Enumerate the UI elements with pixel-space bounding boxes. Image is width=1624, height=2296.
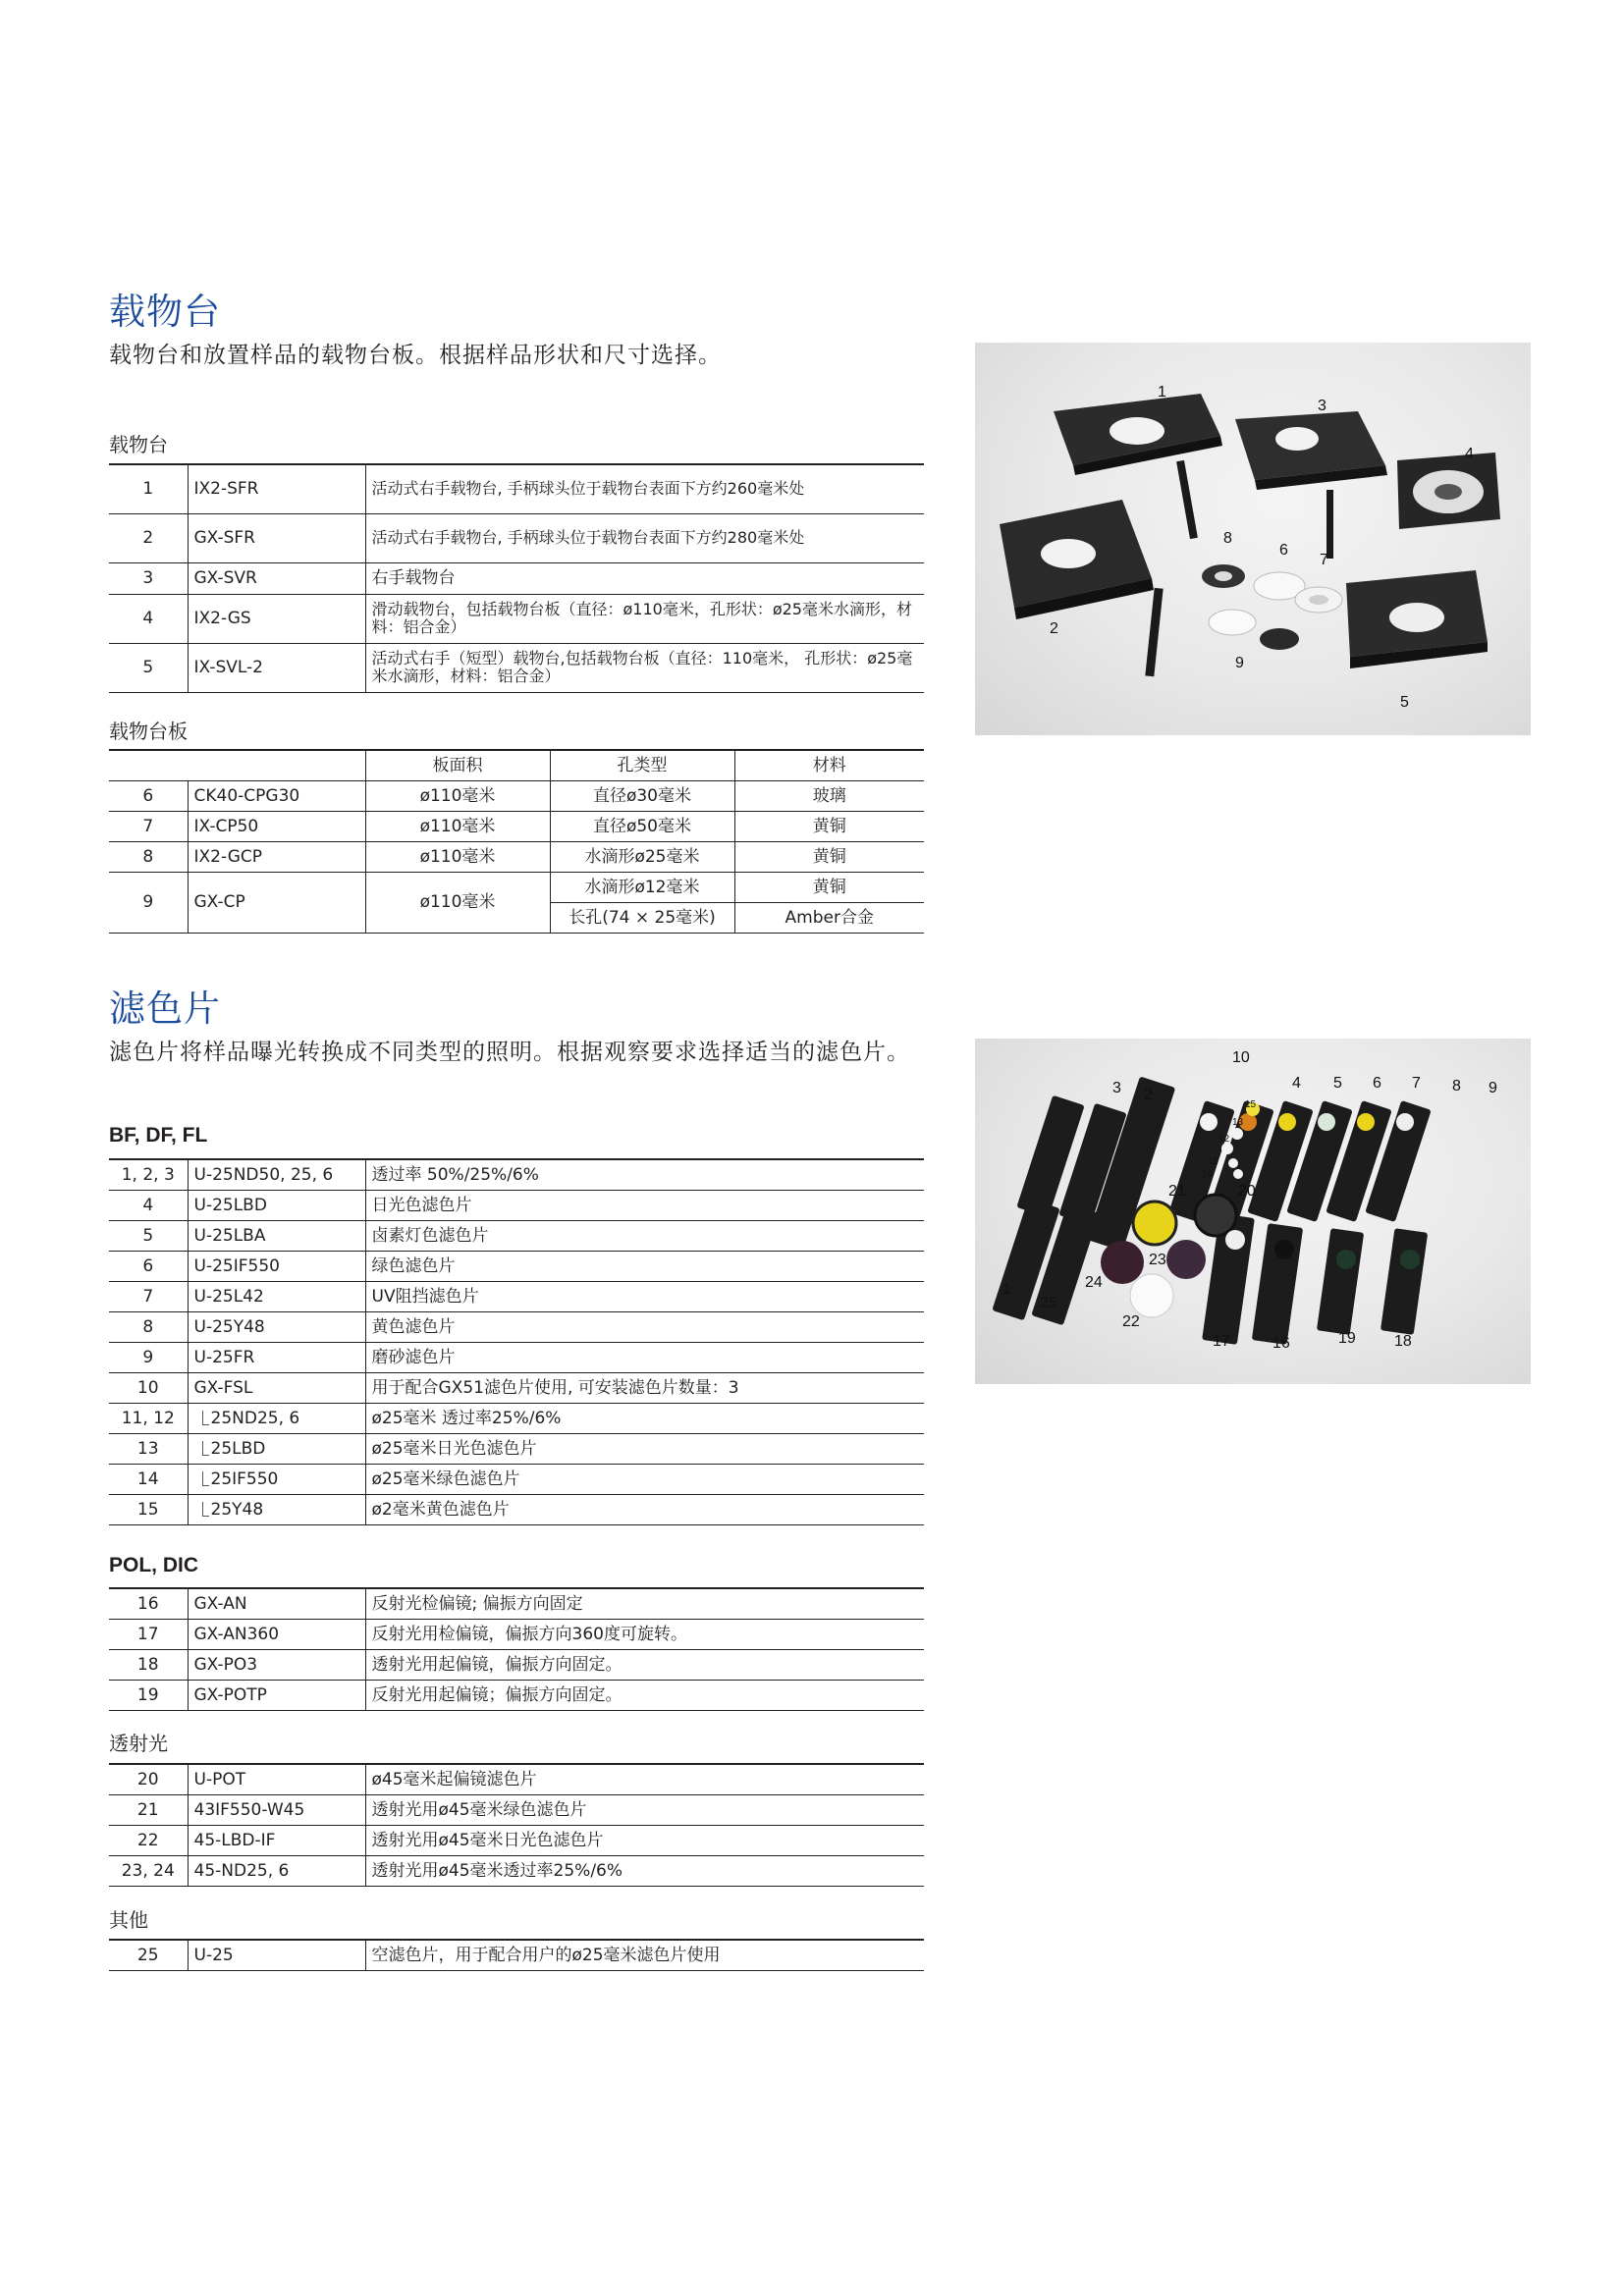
- item-model: [188, 1588, 365, 1620]
- item-model-text: U-25FR: [193, 1347, 255, 1367]
- item-area: ø110毫米: [365, 873, 550, 934]
- item-model: [188, 1764, 365, 1795]
- filter-callout-6: 6: [1373, 1075, 1381, 1092]
- item-description: ø25毫米绿色滤色片: [365, 1465, 924, 1495]
- stage-callout-5: 5: [1400, 694, 1409, 711]
- table-row: [109, 1856, 924, 1887]
- item-number: 1, 2, 3: [109, 1159, 188, 1191]
- filter-callout-12: 12: [1218, 1134, 1230, 1145]
- item-number: 5: [109, 643, 188, 692]
- item-model: [188, 1940, 365, 1971]
- table-row: [109, 513, 924, 562]
- tree-connector-icon: [202, 1411, 209, 1425]
- table-row: [109, 1681, 924, 1711]
- item-model-text: 25IF550: [210, 1468, 279, 1489]
- stage-photo-illustration: [975, 343, 1531, 735]
- item-model: [188, 1795, 365, 1826]
- filter-product-photo: [975, 1039, 1531, 1384]
- item-number: 16: [109, 1588, 188, 1620]
- table-row: [109, 1159, 924, 1191]
- item-description: 透射光用起偏镜，偏振方向固定。: [365, 1650, 924, 1681]
- item-model: [188, 562, 365, 594]
- table-row: [109, 842, 924, 873]
- table-row: [109, 1650, 924, 1681]
- item-model: [188, 643, 365, 692]
- table-row: [109, 1221, 924, 1252]
- filter-callout-1: 1: [1002, 1281, 1011, 1298]
- table-row: [109, 1588, 924, 1620]
- item-model: [188, 1221, 365, 1252]
- item-description: 用于配合GX51滤色片使用, 可安装滤色片数量：3: [365, 1373, 924, 1404]
- item-model-text: 25LBD: [210, 1438, 266, 1459]
- item-description: 反射光用检偏镜，偏振方向360度可旋转。: [365, 1620, 924, 1650]
- item-model-text: 25ND25, 6: [210, 1408, 300, 1428]
- table-row: [109, 1282, 924, 1312]
- stage-callout-9: 9: [1235, 655, 1244, 671]
- table-row: [109, 873, 924, 903]
- filter-callout-8: 8: [1452, 1078, 1461, 1095]
- item-model-text: IX2-GS: [193, 608, 251, 628]
- item-number: 6: [109, 1252, 188, 1282]
- item-material: 玻璃: [734, 781, 924, 812]
- item-description: 反射光检偏镜; 偏振方向固定: [365, 1588, 924, 1620]
- item-model-text: U-25L42: [193, 1286, 264, 1307]
- item-number: 18: [109, 1650, 188, 1681]
- table-row: [109, 1404, 924, 1434]
- filter-callout-20: 20: [1238, 1183, 1256, 1200]
- item-number: 4: [109, 1191, 188, 1221]
- item-number: 1: [109, 464, 188, 513]
- item-model-text: GX-SVR: [193, 567, 257, 588]
- item-number: 25: [109, 1940, 188, 1971]
- item-model-text: GX-PO3: [193, 1654, 258, 1675]
- stage-callout-8: 8: [1223, 530, 1232, 547]
- item-number: 3: [109, 562, 188, 594]
- item-description: 透射光用ø45毫米绿色滤色片: [365, 1795, 924, 1826]
- item-number: 10: [109, 1373, 188, 1404]
- item-model: CK40-CPG30: [188, 781, 365, 812]
- header-area: 板面积: [365, 750, 550, 781]
- table-row: [109, 812, 924, 842]
- table-row: [109, 1252, 924, 1282]
- trans-group-label: 透射光: [109, 1732, 168, 1755]
- item-description: 透过率 50%/25%/6%: [365, 1159, 924, 1191]
- item-model-text: U-25ND50, 25, 6: [193, 1164, 334, 1185]
- item-number: 17: [109, 1620, 188, 1650]
- item-model-text: U-POT: [193, 1769, 246, 1789]
- item-model: [188, 1404, 365, 1434]
- item-area: ø110毫米: [365, 781, 550, 812]
- filter-callout-21: 21: [1168, 1183, 1186, 1200]
- item-model-text: U-25LBD: [193, 1195, 267, 1215]
- item-model: [188, 1465, 365, 1495]
- item-description: 空滤色片，用于配合用户的ø25毫米滤色片使用: [365, 1940, 924, 1971]
- tree-connector-icon: [202, 1502, 209, 1517]
- table-row: [109, 1343, 924, 1373]
- item-description: 黄色滤色片: [365, 1312, 924, 1343]
- item-description: 右手载物台: [365, 562, 924, 594]
- stage-product-photo: [975, 343, 1531, 735]
- header-material: 材料: [734, 750, 924, 781]
- item-model-text: U-25LBA: [193, 1225, 266, 1246]
- item-model: [188, 1252, 365, 1282]
- item-number: 15: [109, 1495, 188, 1525]
- item-number: 14: [109, 1465, 188, 1495]
- filter-callout-19: 19: [1338, 1330, 1356, 1347]
- table-row: [109, 594, 924, 643]
- item-model-text: U-25: [193, 1945, 234, 1965]
- filter-callout-16: 16: [1272, 1335, 1290, 1352]
- item-number: 20: [109, 1764, 188, 1795]
- filter-callout-10: 10: [1232, 1049, 1250, 1066]
- filter-callout-11: 11: [1208, 1156, 1218, 1167]
- item-description: 滑动载物台，包括载物台板（直径：ø110毫米，孔形状：ø25毫米水滴形，材料：铝合金）: [365, 594, 924, 643]
- filter-photo-illustration: [975, 1039, 1531, 1384]
- item-model: [188, 1191, 365, 1221]
- item-description: 日光色滤色片: [365, 1191, 924, 1221]
- item-hole: 水滴形ø25毫米: [550, 842, 734, 873]
- item-model-text: GX-SFR: [193, 527, 255, 548]
- item-material: 黄铜: [734, 812, 924, 842]
- item-model-text: GX-FSL: [193, 1377, 253, 1398]
- item-description: 活动式右手载物台, 手柄球头位于载物台表面下方约260毫米处: [365, 464, 924, 513]
- item-number: 9: [109, 1343, 188, 1373]
- item-number: 8: [109, 1312, 188, 1343]
- item-description: 绿色滤色片: [365, 1252, 924, 1282]
- item-description: 透射光用ø45毫米透过率25%/6%: [365, 1856, 924, 1887]
- plates-group-label: 载物台板: [109, 720, 188, 743]
- plates-header-row: [109, 750, 924, 781]
- filter-callout-5: 5: [1333, 1075, 1342, 1092]
- bf-filters-table: [109, 1158, 924, 1525]
- filter-callout-14: 14: [1202, 1169, 1214, 1180]
- item-model-text: GX-AN360: [193, 1624, 280, 1644]
- item-area: ø110毫米: [365, 842, 550, 873]
- item-description: 活动式右手载物台, 手柄球头位于载物台表面下方约280毫米处: [365, 513, 924, 562]
- item-model-text: U-25IF550: [193, 1255, 280, 1276]
- other-filters-table: [109, 1939, 924, 1971]
- other-group-label: 其他: [109, 1908, 148, 1932]
- filter-callout-22: 22: [1122, 1313, 1140, 1330]
- filter-callout-2: 2: [1144, 1087, 1153, 1103]
- table-row: [109, 1312, 924, 1343]
- item-description: ø2毫米黄色滤色片: [365, 1495, 924, 1525]
- table-row: [109, 562, 924, 594]
- item-model: [188, 1650, 365, 1681]
- tree-connector-icon: [202, 1441, 209, 1456]
- item-description: 反射光用起偏镜；偏振方向固定。: [365, 1681, 924, 1711]
- stage-callout-4: 4: [1465, 446, 1474, 462]
- item-number: 4: [109, 594, 188, 643]
- item-model: [188, 1373, 365, 1404]
- stages-group-label: 载物台: [109, 433, 168, 456]
- filter-callout-4: 4: [1292, 1075, 1301, 1092]
- table-row: [109, 1764, 924, 1795]
- table-row: [109, 1434, 924, 1465]
- stage-callout-3: 3: [1318, 398, 1326, 414]
- item-model: IX-CP50: [188, 812, 365, 842]
- filter-section-title: 滤色片: [109, 988, 221, 1030]
- trans-filters-table: [109, 1763, 924, 1887]
- item-number: 11, 12: [109, 1404, 188, 1434]
- item-model: [188, 1856, 365, 1887]
- item-model: [188, 594, 365, 643]
- stage-section-description: 载物台和放置样品的载物台板。根据样品形状和尺寸选择。: [109, 343, 722, 368]
- pol-group-label: POL, DIC: [109, 1554, 199, 1576]
- item-model-text: U-25Y48: [193, 1316, 265, 1337]
- item-model-text: 45-LBD-IF: [193, 1830, 276, 1850]
- item-number: 7: [109, 812, 188, 842]
- item-hole: 长孔(74 × 25毫米): [550, 903, 734, 934]
- filter-callout-24: 24: [1085, 1274, 1103, 1291]
- item-number: 13: [109, 1434, 188, 1465]
- filter-callout-18: 18: [1394, 1333, 1412, 1350]
- item-model: [188, 1343, 365, 1373]
- header-hole: 孔类型: [550, 750, 734, 781]
- item-model: [188, 513, 365, 562]
- item-model: [188, 1282, 365, 1312]
- item-number: 8: [109, 842, 188, 873]
- item-description: 磨砂滤色片: [365, 1343, 924, 1373]
- item-model: [188, 1495, 365, 1525]
- item-description: 活动式右手（短型）载物台,包括载物台板（直径：110毫米， 孔形状：ø25毫米水滴形，材料：铝合金）: [365, 643, 924, 692]
- stage-callout-7: 7: [1320, 552, 1328, 568]
- table-row: [109, 1620, 924, 1650]
- pol-filters-table: [109, 1587, 924, 1711]
- item-material: 黄铜: [734, 842, 924, 873]
- bf-group-label: BF, DF, FL: [109, 1124, 208, 1147]
- filter-callout-17: 17: [1213, 1333, 1230, 1350]
- item-description: 卤素灯色滤色片: [365, 1221, 924, 1252]
- item-model-text: IX-SVL-2: [193, 657, 263, 677]
- item-number: 5: [109, 1221, 188, 1252]
- table-row: [109, 1495, 924, 1525]
- stages-table: [109, 463, 924, 693]
- item-model: [188, 1434, 365, 1465]
- item-model-text: 45-ND25, 6: [193, 1860, 290, 1881]
- stage-callout-1: 1: [1158, 384, 1166, 400]
- item-description: 透射光用ø45毫米日光色滤色片: [365, 1826, 924, 1856]
- table-row: [109, 1795, 924, 1826]
- table-row: [109, 643, 924, 692]
- filter-callout-13: 13: [1232, 1117, 1244, 1128]
- stage-callout-6: 6: [1279, 542, 1288, 559]
- item-number: 7: [109, 1282, 188, 1312]
- filter-callout-7: 7: [1412, 1075, 1421, 1092]
- table-row: [109, 1465, 924, 1495]
- filter-callout-9: 9: [1489, 1080, 1497, 1096]
- item-material: 黄铜: [734, 873, 924, 903]
- item-hole: 水滴形ø12毫米: [550, 873, 734, 903]
- item-number: 6: [109, 781, 188, 812]
- filter-callout-23: 23: [1149, 1252, 1166, 1268]
- item-model: [188, 1826, 365, 1856]
- item-number: 19: [109, 1681, 188, 1711]
- item-material: Amber合金: [734, 903, 924, 934]
- item-model-text: GX-POTP: [193, 1684, 267, 1705]
- stage-section-title: 载物台: [109, 291, 221, 333]
- item-number: 21: [109, 1795, 188, 1826]
- item-model: [188, 1620, 365, 1650]
- item-description: ø25毫米 透过率25%/6%: [365, 1404, 924, 1434]
- item-model-text: 25Y48: [210, 1499, 264, 1520]
- item-description: ø25毫米日光色滤色片: [365, 1434, 924, 1465]
- item-model-text: GX-AN: [193, 1593, 247, 1614]
- item-model: IX2-GCP: [188, 842, 365, 873]
- filter-callout-3: 3: [1112, 1080, 1121, 1096]
- item-hole: 直径ø50毫米: [550, 812, 734, 842]
- filter-callout-15: 15: [1245, 1099, 1257, 1110]
- item-hole: 直径ø30毫米: [550, 781, 734, 812]
- stage-callout-2: 2: [1050, 620, 1058, 637]
- table-row: [109, 1373, 924, 1404]
- item-model-text: IX2-SFR: [193, 478, 259, 499]
- table-row: [109, 1191, 924, 1221]
- item-number: 23, 24: [109, 1856, 188, 1887]
- table-row: [109, 1826, 924, 1856]
- filter-callout-25: 25: [1040, 1295, 1057, 1311]
- table-row: [109, 1940, 924, 1971]
- item-area: ø110毫米: [365, 812, 550, 842]
- item-model: [188, 1681, 365, 1711]
- table-row: [109, 464, 924, 513]
- item-model: [188, 464, 365, 513]
- item-description: UV阻挡滤色片: [365, 1282, 924, 1312]
- item-number: 22: [109, 1826, 188, 1856]
- item-number: 2: [109, 513, 188, 562]
- table-row: [109, 781, 924, 812]
- item-model: [188, 1312, 365, 1343]
- tree-connector-icon: [202, 1471, 209, 1486]
- item-model-text: 43IF550-W45: [193, 1799, 305, 1820]
- filter-section-description: 滤色片将样品曝光转换成不同类型的照明。根据观察要求选择适当的滤色片。: [109, 1040, 910, 1065]
- plates-table: [109, 749, 924, 934]
- item-number: 9: [109, 873, 188, 934]
- item-model: [188, 1159, 365, 1191]
- item-description: ø45毫米起偏镜滤色片: [365, 1764, 924, 1795]
- item-model: GX-CP: [188, 873, 365, 934]
